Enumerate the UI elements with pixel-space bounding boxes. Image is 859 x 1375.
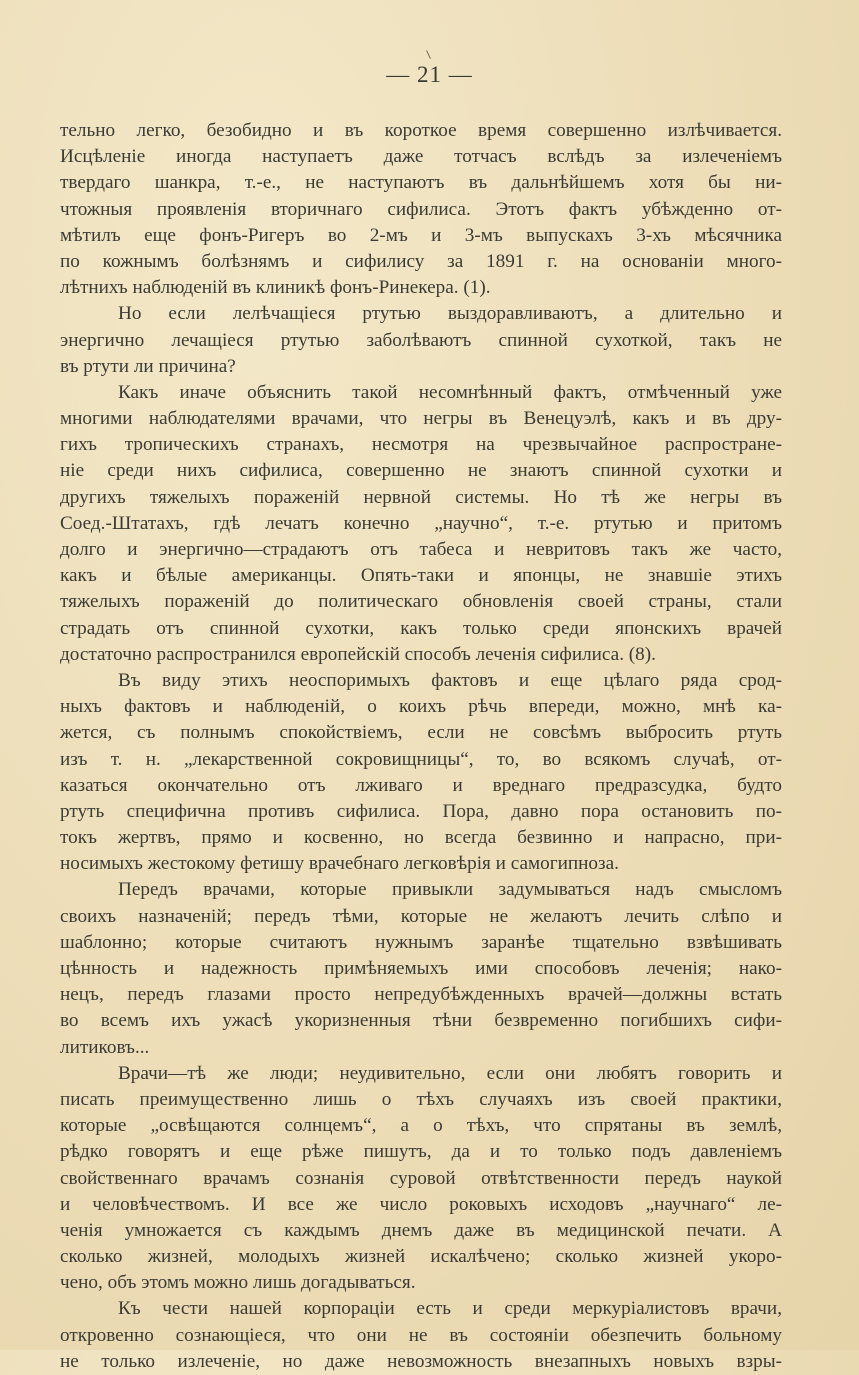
text-line: ченія умножается съ каждымъ днемъ даже въ медицинской печати. А <box>60 1219 782 1241</box>
text-line: Въ виду этихъ неоспоримыхъ фактовъ и еще цѣлаго ряда срод- <box>118 669 782 691</box>
text-line: писать преимущественно лишь о тѣхъ случаяхъ изъ своей практики, <box>60 1088 782 1110</box>
text-line: которые „освѣщаются солнцемъ“, а о тѣхъ, что спрятаны въ землѣ, <box>60 1115 782 1137</box>
text-line: Какъ иначе объяснить такой несомнѣнный фактъ, отмѣченный уже <box>118 381 782 403</box>
text-line: рѣдко говорятъ и еще рѣже пишутъ, да и то только подъ давленіемъ <box>60 1141 782 1163</box>
text-line: литиковъ... <box>60 1036 150 1058</box>
text-line: долго и энергично—страдаютъ отъ табеса и невритовъ такъ же часто, <box>60 539 782 560</box>
body-text <box>60 118 782 1375</box>
text-line: твердаго шанкра, т.-е., не наступаютъ въ дальнѣйшемъ хотя бы ни- <box>60 172 782 194</box>
paper-speck <box>426 50 431 59</box>
text-line: свойственнаго врачамъ сознанія суровой отвѣтственности передъ наукой <box>60 1167 782 1189</box>
text-line: казаться окончательно отъ лживаго и вреднаго предразсудка, будто <box>60 774 782 796</box>
text-line: другихъ тяжелыхъ пораженій нервной системы. Но тѣ же негры въ <box>60 486 782 508</box>
text-line: Къ чести нашей корпораціи есть и среди меркуріалистовъ врачи, <box>118 1298 782 1320</box>
text-line: во всемъ ихъ ужасѣ укоризненныя тѣни безвременно погибшихъ сифи- <box>60 1010 782 1032</box>
text-line: чено, объ этомъ можно лишь догадываться. <box>60 1272 416 1294</box>
text-line: по кожнымъ болѣзнямъ и сифилису за 1891 г. на основаніи много- <box>60 250 782 272</box>
text-line: и человѣчествомъ. И все же число роковыхъ исходовъ „научнаго“ ле- <box>60 1193 782 1215</box>
text-line: носимыхъ жестокому фетишу врачебнаго легковѣрія и самогипноза. <box>60 853 619 875</box>
text-line: чтожныя проявленія вторичнаго сифилиса. Этотъ фактъ убѣжденно от- <box>60 198 782 220</box>
text-line: изъ т. н. „лекарственной сокровищницы“, то, во всякомъ случаѣ, от- <box>60 748 782 770</box>
text-line: токъ жертвъ, прямо и косвенно, но всегда безвинно и напрасно, при- <box>60 827 782 849</box>
text-line: тельно легко, безобидно и въ короткое время совершенно излѣчивается. <box>60 120 782 141</box>
text-line: многими наблюдателями врачами, что негры въ Венецуэлѣ, какъ и въ дру- <box>60 408 782 430</box>
text-line: цѣнность и надежность примѣняемыхъ ими способовъ леченія; нако- <box>60 958 782 979</box>
text-line: въ ртути ли причина? <box>60 355 236 377</box>
text-line: тяжелыхъ пораженій до политическаго обновленія своей страны, стали <box>60 591 782 613</box>
text-line: Соед.-Штатахъ, гдѣ лечатъ конечно „научно“, т.-е. ртутью и притомъ <box>60 512 782 534</box>
text-line: сколько жизней, молодыхъ жизней искалѣчено; сколько жизней укоро- <box>60 1246 782 1268</box>
text-line: ніе среди нихъ сифилиса, совершенно не знаютъ спинной сухотки и <box>60 460 782 482</box>
text-line: лѣтнихъ наблюденій въ клиникѣ фонъ-Ринекера. (1). <box>60 277 491 299</box>
text-line: не только излеченіе, но даже невозможность внезапныхъ новыхъ взры- <box>60 1350 782 1372</box>
text-line: Но если лелѣчащіеся ртутью выздоравливаютъ, а длительно и <box>118 303 782 325</box>
text-line: ртуть специфична противъ сифилиса. Пора, давно пора остановить по- <box>60 800 782 822</box>
text-line: ныхъ фактовъ и наблюденій, о коихъ рѣчь впереди, можно, мнѣ ка- <box>60 696 782 718</box>
text-line: откровенно сознающіеся, что они не въ состояніи обезпечить больному <box>60 1324 782 1346</box>
page-number: — 21 — <box>386 62 473 87</box>
text-line: нецъ, передъ глазами просто непредубѣжденныхъ врачей—должны встать <box>60 984 782 1006</box>
text-line: достаточно распространился европейскій способъ леченія сифилиса. (8). <box>60 643 656 665</box>
text-line: Исцѣленіе иногда наступаетъ даже тотчасъ вслѣдъ за излеченіемъ <box>60 146 782 168</box>
text-line: Врачи—тѣ же люди; неудивительно, если они любятъ говорить и <box>118 1062 782 1084</box>
text-line: страдать отъ спинной сухотки, какъ только среди японскихъ врачей <box>60 617 782 639</box>
text-line: мѣтилъ еще фонъ-Ригеръ во 2-мъ и 3-мъ выпускахъ 3-хъ мѣсячника <box>60 224 782 246</box>
text-line: какъ и бѣлые американцы. Опять-таки и японцы, не знавшіе этихъ <box>60 565 782 587</box>
text-line: энергично лечащіеся ртутью заболѣваютъ спинной сухоткой, такъ не <box>60 329 782 351</box>
text-line: шаблонно; которые считаютъ нужнымъ заранѣе тщательно взвѣшивать <box>60 931 782 953</box>
text-line: жется, съ полнымъ спокойствіемъ, если не совсѣмъ выбросить ртуть <box>60 722 782 744</box>
text-line: Передъ врачами, которые привыкли задумываться надъ смысломъ <box>118 879 782 901</box>
text-line: своихъ назначеній; передъ тѣми, которые не желаютъ лечить слѣпо и <box>60 905 782 927</box>
text-line: гихъ тропическихъ странахъ, несмотря на чрезвычайное распростране- <box>60 434 782 456</box>
